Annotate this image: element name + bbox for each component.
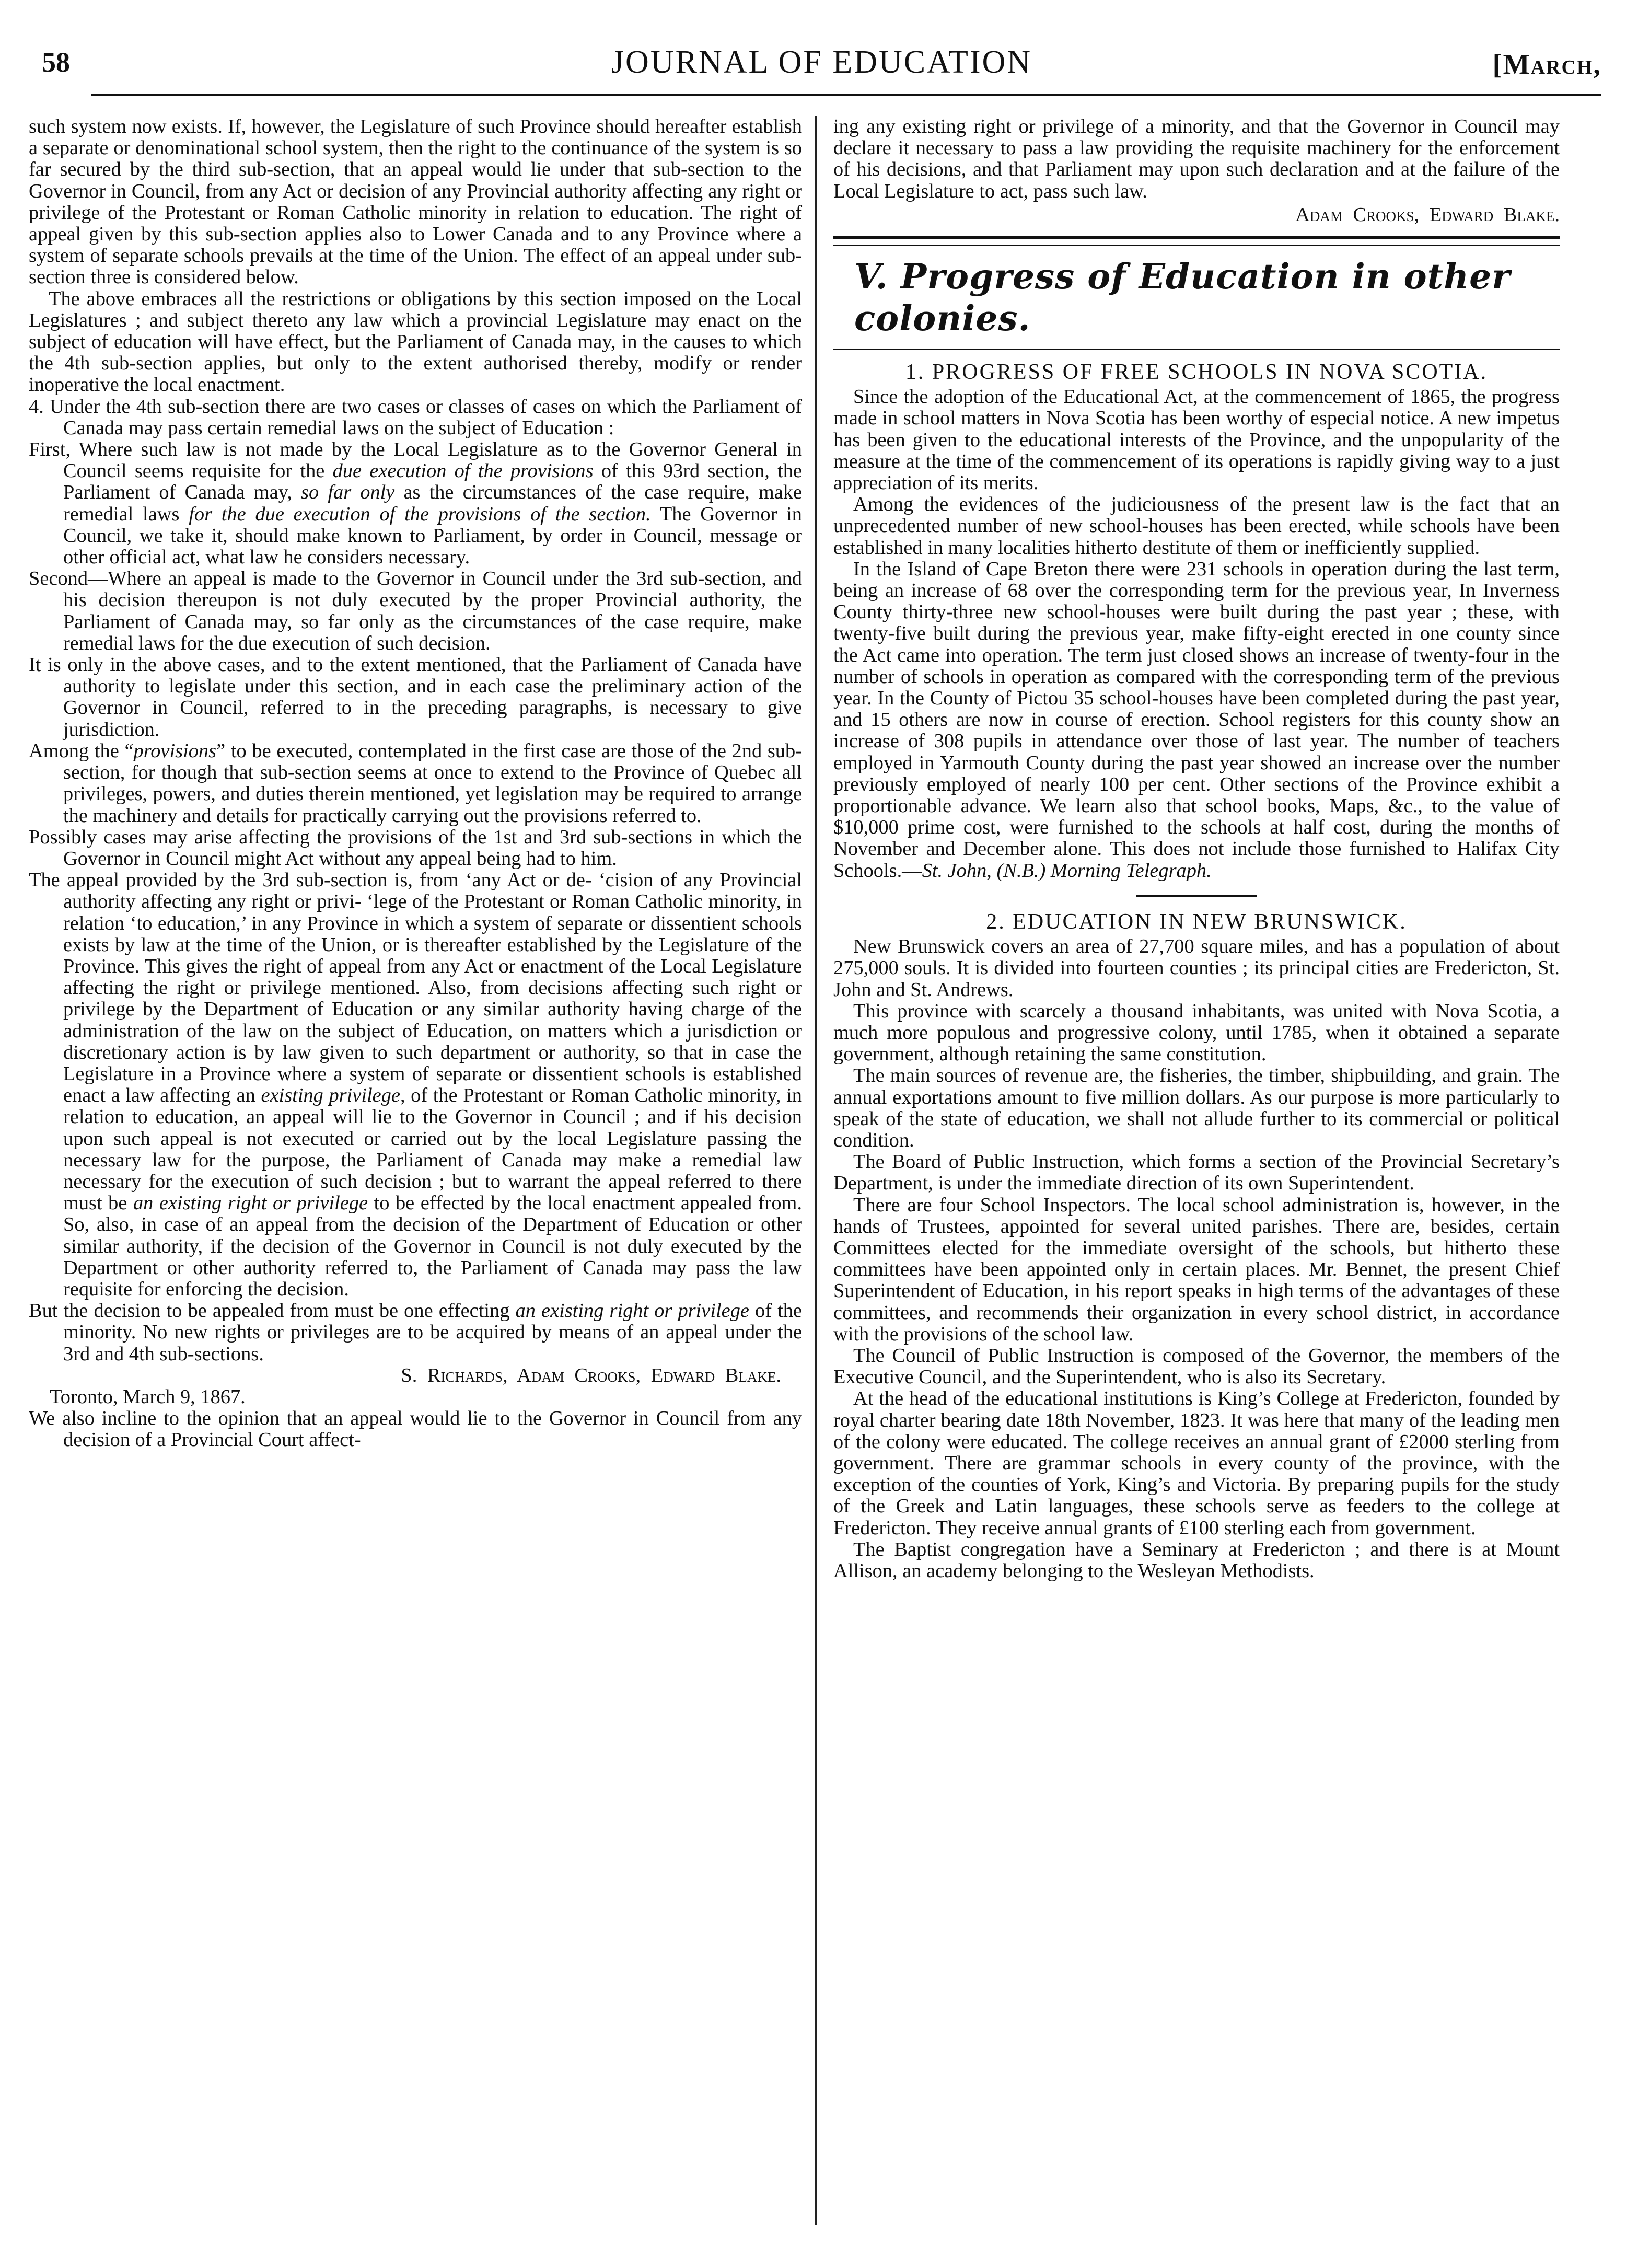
page-number: 58: [42, 47, 70, 78]
subheading: 2. EDUCATION IN NEW BRUNSWICK.: [986, 909, 1407, 934]
page-header: [42, 37, 1601, 94]
paragraph: The Council of Public Instruction is composed of the Governor, the members of the Executive Council, and the Superintendent, who is also its Secretary.: [833, 1344, 1560, 1388]
header-rule: [91, 94, 1601, 96]
right-column: [833, 116, 1560, 1582]
paragraph: It is only in the above cases, and to the extent mentioned, that the Parliament of Canada have authority to legislate under this section, and in each case the preliminary action of the Governor in Council, referred to in the preceding paragraphs, is necessary to give jurisdiction.: [29, 654, 802, 740]
section-heading: V. Progress of Education in other colonies.: [854, 256, 1511, 339]
paragraph: New Brunswick covers an area of 27,700 square miles, and has a population of about 275,000 souls. It is divided into fourteen counties ; its principal cities are Fredericton, St. John and St. Andrews.: [833, 935, 1560, 1001]
paragraph: such system now exists. If, however, the Legislature of such Province should hereafter establish a separate or denominational school system, then the right to the continuance of the system is so far secured by the third sub-section, that an appeal would lie under that sub-section to the Governor in Council, from any Act or decision of any Provincial authority affecting any right or privilege of the Protestant or Roman Catholic minority in relation to education. The right of appeal given by this sub-section applies also to Lower Canada and to any Province where a system of separate schools prevails at the time of the Union. The effect of an appeal under sub-section three is considered below.: [29, 115, 802, 288]
paragraph: The Baptist congregation have a Seminary at Fredericton ; and there is at Mount Allison, an academy belonging to the Wesleyan Methodists.: [833, 1538, 1560, 1582]
short-rule: [1136, 895, 1257, 897]
issue-month: [March,: [1492, 49, 1601, 80]
dateline: Toronto, March 9, 1867.: [50, 1385, 246, 1408]
paragraph: There are four School Inspectors. The local school administration is, however, in the hands of Trustees, appointed for several united parishes. There are, besides, certain Committees elected for the immediate oversight of the schools, but hitherto these committees have been appointed only in certain places. Mr. Bennet, the present Chief Superintendent of Education, in his report speaks in high terms of the advantages of these committees, and recommends their organization in every school district, in accordance with the provisions of the school law.: [833, 1194, 1560, 1345]
paragraph: Among the “provisions” to be executed, contemplated in the first case are those of the 2nd sub-section, for though that sub-section seems at once to extend to the Province of Quebec all privileges, powers, and duties therein mentioned, yet legislation may be required to arrange the machinery and details for practically carrying out the provisions referred to.: [29, 739, 802, 827]
paragraph: Among the evidences of the judiciousness of the present law is the fact that an unprecedented number of new school-houses has been erected, while schools have been established in many localities hitherto destitute of them or inefficiently supplied.: [833, 493, 1560, 559]
signature: S. Richards, Adam Crooks, Edward Blake.: [401, 1364, 781, 1386]
paragraph: The appeal provided by the 3rd sub-section is, from ‘any Act or de- ‘cision of any Provincial authority affecting any right or privi- ‘lege of the Protestant or Roman Catholic minority, in relation ‘to education,’ in any Province in which a system of separate or dissentient schools exists by law at the time of the Union, or is thereafter established by the Legislature of the Province. This gives the right of appeal from any Act or enactment of the Local Legislature affecting the right or privilege mentioned. Also, from decisions affecting such right or privilege by the Department of Education or any similar authority having charge of the administration of the law on the subject of Education, on matters which a jurisdiction or discretionary action is by law given to such department or authority, so that in case the Legislature in a Province where a system of separate or dissentient schools is established enact a law affecting an existing privilege, of the Protestant or Roman Catholic minority, in relation to education, an appeal will lie to the Governor in Council ; and if his decision upon such appeal is not executed or carried out by the local Legislature passing the necessary law for the purpose, the Parliament of Canada may make a remedial law necessary for the execution of such decision ; but to warrant the appeal referred to there must be an existing right or privilege to be effected by the local enactment appealed from. So, also, in case of an appeal from the decision of the Department of Education or other similar authority, if the decision of the Governor in Council is not duly executed by the Department or other authority referred to, the Parliament of Canada may pass the law requisite for enforcing the decision.: [29, 869, 802, 1300]
paragraph: 4. Under the 4th sub-section there are two cases or classes of cases on which the Parliament of Canada may pass certain remedial laws on the subject of Education :: [29, 395, 802, 439]
paragraph: In the Island of Cape Breton there were 231 schools in operation during the last term, being an increase of 68 over the corresponding term for the previous year, In Inverness County thirty-three new school-houses were built during the past year ; these, with twenty-five built during the previous year, make fifty-eight erected in one county since the Act came into operation. The term just closed shows an increase of twenty-four in the number of schools in operation as compared with the corresponding term of the previous year. In the County of Pictou 35 school-houses have been completed during the past year, and 15 others are now in course of erection. School registers for this county show an increase of 308 pupils in attendance over those of last year. The number of teachers employed in Yarmouth County during the past year showed an increase over the number previously employed of nearly 100 per cent. Other sections of the Province exhibit a proportionable advance. We learn also that school books, Maps, &c., to the value of $10,000 prime cost, were furnished to the schools at half cost, during the months of November and December alone. This does not include those furnished to Halifax City Schools.—St. John, (N.B.) Morning Telegraph.: [833, 558, 1560, 882]
section-rule: [833, 236, 1560, 246]
paragraph: Since the adoption of the Educational Act, at the commencement of 1865, the progress made in school matters in Nova Scotia has been worthy of especial notice. A new impetus has been given to the educational interests of the Province, and the unpopularity of the measure at the time of the commencement of its operations is rapidly giving way to a just appreciation of its merits.: [833, 386, 1560, 494]
paragraph: ing any existing right or privilege of a minority, and that the Governor in Council may declare it necessary to pass a law providing the requisite machinery for the enforcement of his decisions, and that Parliament may upon such declaration and at the failure of the Local Legislature to act, pass such law.: [833, 115, 1560, 202]
paragraph: The above embraces all the restrictions or obligations by this section imposed on the Local Legislatures ; and subject thereto any law which a provincial Legislature may enact on the subject of education will have effect, but the Parliament of Canada may, in the causes to which the 4th sub-section applies, but only to the extent authorised thereby, modify or render inoperative the local enactment.: [29, 287, 802, 396]
paragraph: Second—Where an appeal is made to the Governor in Council under the 3rd sub-section, and his decision thereupon is not duly executed by the proper Provincial authority, the Parliament of Canada may, so far only as the circumstances of the case require, make remedial laws for the due execution of such decision.: [29, 568, 802, 654]
paragraph: First, Where such law is not made by the Local Legislature as to the Governor General in Council seems requisite for the due execution of the provisions of this 93rd section, the Parliament of Canada may, so far only as the circumstances of the case require, make remedial laws for the due execution of the provisions of the section. The Governor in Council, we take it, should make known to Parliament, by order in Council, message or other official act, what law he considers necessary.: [29, 438, 803, 569]
paragraph: The main sources of revenue are, the fisheries, the timber, shipbuilding, and grain. The annual exportations amount to five million dollars. As our purpose is more particularly to speak of the state of education, we shall not allude further to its commercial or political condition.: [833, 1064, 1560, 1151]
journal-title: JOURNAL OF EDUCATION: [611, 44, 1032, 80]
paragraph: The Board of Public Instruction, which forms a section of the Provincial Secretary’s Department, is under the immediate direction of its own Superintendent.: [833, 1151, 1560, 1195]
section-underline: [833, 349, 1560, 350]
paragraph: Possibly cases may arise affecting the provisions of the 1st and 3rd sub-sections in which the Governor in Council might Act without any appeal being had to him.: [29, 826, 802, 870]
subheading: 1. PROGRESS OF FREE SCHOOLS IN NOVA SCOTIA.: [905, 360, 1488, 385]
paragraph: At the head of the educational institutions is King’s College at Fredericton, founded by royal charter bearing date 18th November, 1823. It was here that many of the leading men of the colony were educated. The college receives an annual grant of £2000 sterling from government. There are grammar schools in every county of the province, with the exception of the counties of York, King’s and Victoria. By preparing pupils for the study of the Greek and Latin languages, these schools serve as feeders to the college at Fredericton. They receive annual grants of £100 sterling each from government.: [833, 1387, 1560, 1539]
source-citation: St. John, (N.B.) Morning Telegraph.: [922, 859, 1212, 882]
column-divider: [815, 116, 817, 2225]
signature: Adam Crooks, Edward Blake.: [1295, 203, 1560, 226]
paragraph: We also incline to the opinion that an appeal would lie to the Governor in Council from any decision of a Provincial Court affect-: [29, 1407, 802, 1451]
left-column: [29, 116, 802, 1451]
paragraph: This province with scarcely a thousand inhabitants, was united with Nova Scotia, a much more populous and progressive colony, until 1785, when it obtained a separate government, although retaining the same constitution.: [833, 1000, 1560, 1066]
paragraph: But the decision to be appealed from must be one effecting an existing right or privilege of the minority. No new rights or privileges are to be acquired by means of an appeal under the 3rd and 4th sub-sections.: [29, 1300, 803, 1365]
